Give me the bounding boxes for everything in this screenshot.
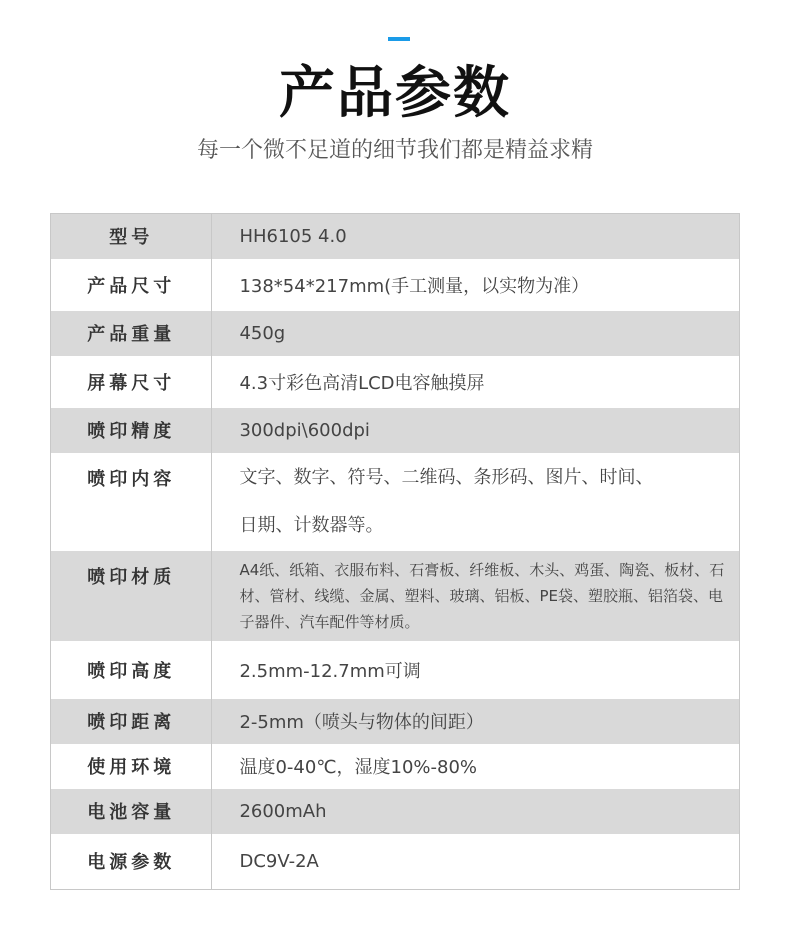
spec-label: 喷印精度 bbox=[51, 408, 212, 453]
spec-value: 2.5mm-12.7mm可调 bbox=[212, 641, 740, 699]
spec-row-weight bbox=[51, 311, 740, 356]
spec-value: 450g bbox=[212, 311, 740, 356]
spec-row-environment bbox=[51, 744, 740, 789]
spec-row-power bbox=[51, 834, 740, 890]
spec-label: 电池容量 bbox=[51, 789, 212, 834]
spec-value: 2600mAh bbox=[212, 789, 740, 834]
spec-value: HH6105 4.0 bbox=[212, 214, 740, 259]
spec-value: DC9V-2A bbox=[212, 834, 740, 890]
spec-row-model bbox=[51, 214, 740, 259]
spec-table bbox=[50, 213, 740, 890]
spec-label: 喷印距离 bbox=[51, 699, 212, 744]
spec-label: 产品重量 bbox=[51, 311, 212, 356]
spec-label: 电源参数 bbox=[51, 834, 212, 890]
accent-bar bbox=[388, 37, 410, 41]
spec-label: 使用环境 bbox=[51, 744, 212, 789]
spec-value: 300dpi\600dpi bbox=[212, 408, 740, 453]
spec-row-content bbox=[51, 453, 740, 551]
spec-label: 喷印内容 bbox=[51, 453, 212, 551]
spec-value-line: 日期、计数器等。 bbox=[239, 514, 384, 536]
spec-row-screen bbox=[51, 356, 740, 408]
spec-row-resolution bbox=[51, 408, 740, 453]
spec-value: 138*54*217mm(手工测量，以实物为准） bbox=[212, 259, 740, 311]
spec-value-line: 文字、数字、符号、二维码、条形码、图片、时间、 bbox=[239, 466, 654, 488]
spec-row-size bbox=[51, 259, 740, 311]
spec-value: 温度0-40℃，湿度10%-80% bbox=[212, 744, 740, 789]
spec-value bbox=[212, 453, 740, 551]
spec-label: 喷印材质 bbox=[51, 551, 212, 641]
spec-label: 型号 bbox=[51, 214, 212, 259]
spec-label: 产品尺寸 bbox=[51, 259, 212, 311]
spec-row-height bbox=[51, 641, 740, 699]
page-subtitle: 每一个微不足道的细节我们都是精益求精 bbox=[196, 138, 593, 163]
spec-row-material bbox=[51, 551, 740, 641]
spec-row-battery bbox=[51, 789, 740, 834]
spec-label: 屏幕尺寸 bbox=[51, 356, 212, 408]
page-title: 产品参数 bbox=[279, 61, 511, 126]
spec-value: 2-5mm（喷头与物体的间距） bbox=[212, 699, 740, 744]
spec-row-distance bbox=[51, 699, 740, 744]
spec-value: A4纸、纸箱、衣服布料、石膏板、纤维板、木头、鸡蛋、陶瓷、板材、石材、管材、线缆、金属、塑料、玻璃、铝板、PE袋、塑胶瓶、铝箔袋、电子器件、汽车配件等材质。 bbox=[212, 551, 740, 641]
spec-value: 4.3寸彩色高清LCD电容触摸屏 bbox=[212, 356, 740, 408]
spec-label: 喷印高度 bbox=[51, 641, 212, 699]
